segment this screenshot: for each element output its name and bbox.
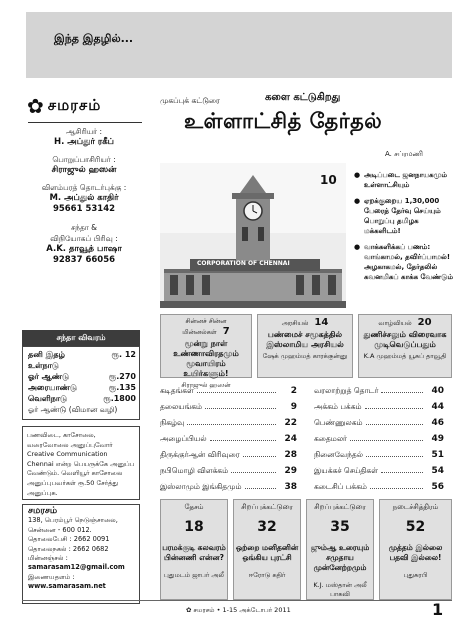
subscription-table [22, 346, 140, 420]
bottom-feature-page: 35 [330, 519, 350, 535]
toc-item[interactable] [314, 416, 444, 428]
subscription-row [28, 405, 136, 415]
staff-managing-editor [28, 154, 140, 176]
staff-phone: 92837 66056 [52, 255, 116, 265]
feature-section: சின்னச் சின்ன மின்னல்கள் [182, 317, 227, 336]
subscription-row [28, 383, 136, 393]
footer-text [186, 606, 291, 615]
toc-page: 44 [431, 402, 444, 412]
toc-item[interactable] [160, 384, 297, 396]
bottom-feature-card[interactable] [379, 499, 452, 600]
photo-sign: CORPORATION OF CHENNAI [197, 260, 290, 267]
cover-bullet: ● ஏறக்குறைய 1,30,000 பேரைத் தேர்வு செய்யும் பொறுப்பு தமிழக மக்களிடம்! [354, 196, 454, 236]
toc-page: 28 [284, 450, 297, 460]
toc-page: 29 [284, 466, 297, 476]
bottom-feature-section: தேசம் [184, 503, 204, 511]
toc-item[interactable] [160, 464, 297, 476]
feature-card[interactable] [358, 314, 452, 378]
toc-label: அழைப்பியல் [160, 434, 207, 443]
feature-section: அரசியல் [281, 319, 309, 327]
ripon-building-photo [160, 163, 346, 308]
page-number: 1 [432, 600, 444, 619]
toc-page: 51 [431, 450, 444, 460]
toc-page: 9 [290, 402, 297, 412]
toc-item[interactable] [314, 464, 444, 476]
bottom-feature-page: 52 [405, 519, 426, 535]
toc-page: 22 [284, 418, 297, 428]
toc-page: 2 [290, 386, 297, 396]
feature-page: 20 [417, 317, 432, 328]
staff-ads [28, 182, 140, 215]
toc-label: பெண்ணுலகம் [314, 418, 363, 427]
footer-rule [22, 600, 452, 601]
toc-item[interactable] [160, 480, 297, 492]
staff-name: M. அப்துல் காதிர் [49, 193, 119, 203]
cover-bullet: ● அடிப்படை ஜனநாயகமும் உள்ளாட்சியும் [354, 170, 454, 190]
sub-label: தனி இதழ் [28, 350, 65, 359]
staff-role: விளம்பரத் தொடர்புக்கு : [41, 183, 127, 192]
toc-page: 24 [284, 434, 297, 444]
address-title: சமரசம் [28, 506, 58, 516]
staff-phone: 95661 53142 [52, 204, 116, 214]
cover-category: முகப்புக் கட்டுரை [160, 96, 220, 105]
feature-author: ஷேக் முஹம்மத் காரக்குன்னு [262, 352, 348, 360]
bottom-feature-author: புதுசுரபி [403, 571, 428, 579]
sub-label: ஓர் ஆண்டு [28, 372, 70, 381]
sub-price: ரூ.135 [108, 383, 136, 392]
toc-item[interactable] [314, 400, 444, 412]
toc-label: கதைமலர் [314, 434, 347, 443]
address-box [22, 504, 140, 604]
toc-page: 38 [284, 482, 297, 492]
bottom-feature-title: முத்தம் இல்லை பதவி இல்லை! [388, 543, 443, 562]
toc-label: நிகழ்வு [160, 418, 185, 427]
staff-name: சிராஜுல் ஹஸன் [51, 165, 117, 175]
staff-role: சந்தா & [70, 223, 97, 232]
toc-label: அக்கம் பக்கம் [314, 402, 362, 411]
fax-line: தொலைநகல் : 2662 0682 [28, 544, 109, 553]
subscription-row [28, 394, 136, 404]
flower-icon: ✿ [186, 606, 194, 614]
bottom-feature-section: சிறப்புக்கட்டுரை [314, 503, 366, 511]
feature-author: K.A முஹம்மத் யூசுப் தாவூதி [363, 352, 447, 360]
flower-icon: ✿ [27, 94, 44, 118]
toc-label: தலையங்கம் [160, 402, 203, 411]
bottom-feature-author: புதுமடம் ஜாபர் அலீ [164, 571, 224, 579]
feature-page: 14 [314, 317, 329, 328]
cover-kicker: களை கட்டுகிறது [265, 92, 341, 103]
feature-title: மூன்று நாள் உண்ணாவிரதமும் மூவாயிரம் உயிர்களும்! [173, 339, 239, 378]
sub-price: ரூ. 12 [111, 350, 136, 359]
magazine-logo [27, 94, 139, 118]
subscription-title: சந்தா விவரம் [22, 330, 140, 346]
feature-section: வாழ்வியல் [378, 319, 412, 327]
cover-headline[interactable]: உள்ளாட்சித் தேர்தல் [184, 109, 383, 133]
bottom-feature-card[interactable] [233, 499, 301, 600]
toc-label: திருக்குர்ஆன் விரிவுரை [160, 450, 240, 459]
staff-role: விநியோகப் பிரிவு : [50, 234, 118, 243]
email-link[interactable]: samarasam12@gmail.com [28, 563, 125, 572]
website-link[interactable]: www.samarasam.net [28, 582, 106, 591]
address-line: சென்னை - 600 012. [28, 525, 92, 534]
toc-item[interactable] [314, 384, 444, 396]
feature-title: பண்மைச் சமூகத்தில் இஸ்லாமிய அரசியல் [266, 330, 344, 349]
feature-author: சிராஜுல் ஹஸன் [181, 381, 231, 389]
toc-item[interactable] [160, 448, 297, 460]
staff-name: H. அப்துர் ரகீப் [54, 137, 114, 147]
subscription-row [28, 361, 136, 371]
toc-page: 46 [431, 418, 444, 428]
toc-item[interactable] [314, 432, 444, 444]
toc-label: கடிதங்கள் [160, 386, 194, 395]
toc-label: இஸ்லாமும் இங்கிதமும் [160, 482, 242, 491]
toc-item[interactable] [314, 480, 444, 492]
sub-label: உள்நாடு [28, 361, 59, 370]
toc-item[interactable] [160, 416, 297, 428]
bottom-feature-title: பரமக்குடி கலவரம் பின்னணி என்ன? [162, 543, 226, 562]
magazine-name: சமரசம் [47, 96, 102, 114]
toc-item[interactable] [160, 432, 297, 444]
divider [28, 122, 142, 123]
subscription-row [28, 372, 136, 382]
toc-page: 49 [431, 434, 444, 444]
banner-title: இந்த இதழில்... [54, 32, 134, 45]
cover-page-number: 10 [320, 173, 337, 187]
bottom-feature-author: ஈரோடு கதிர் [248, 571, 286, 579]
website-label: இணையதளம் : [28, 572, 75, 581]
sub-label: அரையாண்டு [28, 383, 77, 392]
bottom-feature-title: ஜும்ஆ உரையும் சமுதாய முன்னேற்றமும் [310, 543, 370, 572]
footer-issue: சமரசம் • 1-15 அக்டோபர் 2011 [193, 606, 291, 614]
bottom-feature-page: 18 [184, 519, 204, 535]
email-label: மின்னஞ்சல் : [28, 554, 68, 563]
staff-role: பொறுப்பாசிரியர் : [52, 155, 116, 164]
staff-editor [28, 126, 140, 148]
staff-name: A.K. தாவூத் பாஷா [46, 244, 122, 254]
bottom-feature-title: ஒற்றை மனிதனின் ஒங்கிய புரட்சி [235, 543, 299, 562]
bottom-feature-section: சிறப்புக்கட்டுரை [241, 503, 293, 511]
payment-note: பணவிடை, காசோலை, வரைவோலை அனுப்புவோர் Creative Communication Chennai என்ற பெயருக்கே அனுப்ப வேண்டும். வெளியூர் காசோலை அனுப்புபவர்கள் ரூ.50 சேர்த்து அனுப்புக. [22, 426, 140, 500]
sub-label: ஓர் ஆண்டு (விமான வழி) [28, 405, 118, 414]
toc-item[interactable] [160, 400, 297, 412]
bottom-feature-section: நடைச்சித்திரம் [392, 503, 439, 511]
toc-label: நபிமொழி விளக்கம் [160, 466, 229, 475]
bottom-feature-author: K.J. மஸ்தான் அலீ பாகவி [313, 581, 367, 598]
feature-card[interactable] [160, 314, 252, 389]
toc-label: இயக்கச் செய்திகள் [314, 466, 378, 475]
toc-label: கடைசிப் பக்கம் [314, 482, 367, 491]
toc-page: 40 [431, 386, 444, 396]
cover-bullets [354, 170, 454, 288]
contents-banner [26, 12, 452, 78]
sub-price: ரூ.1800 [103, 394, 136, 403]
address-line: 138, பெரம்பூர் நெடுஞ்சாலை, [28, 516, 118, 525]
cover-author: A. சப்ரமணி [385, 150, 423, 158]
staff-role: ஆசிரியர் : [65, 127, 103, 136]
feature-card[interactable] [257, 314, 353, 378]
bottom-feature-page: 32 [257, 519, 277, 535]
cover-bullet: ● வாக்களிக்கப் பணம்: வாங்காமல், தவிர்ப்பாமல்! அழகாகமல், தேர்தலில் கவனமிகப் காக்க வேண்டும் [354, 242, 454, 282]
staff-subscription [28, 222, 140, 266]
sub-price: ரூ.270 [108, 372, 136, 381]
feature-page: 7 [222, 326, 230, 337]
phone-line: தொலைபேசி : 2662 0091 [28, 535, 110, 544]
toc-label: நினைவேந்தல் [314, 450, 364, 459]
bottom-feature-card[interactable] [306, 499, 374, 600]
toc-page: 54 [431, 466, 444, 476]
toc-label: வரலாற்றுத் தொடர் [314, 386, 379, 395]
bottom-feature-card[interactable] [160, 499, 228, 600]
feature-title: துணிச்சலும் விரைவாக முடிவெடுப்பதும் [363, 330, 447, 349]
subscription-row [28, 350, 136, 360]
toc-page: 56 [431, 482, 444, 492]
sub-label: வெளிநாடு [28, 394, 68, 403]
toc-item[interactable] [314, 448, 444, 460]
